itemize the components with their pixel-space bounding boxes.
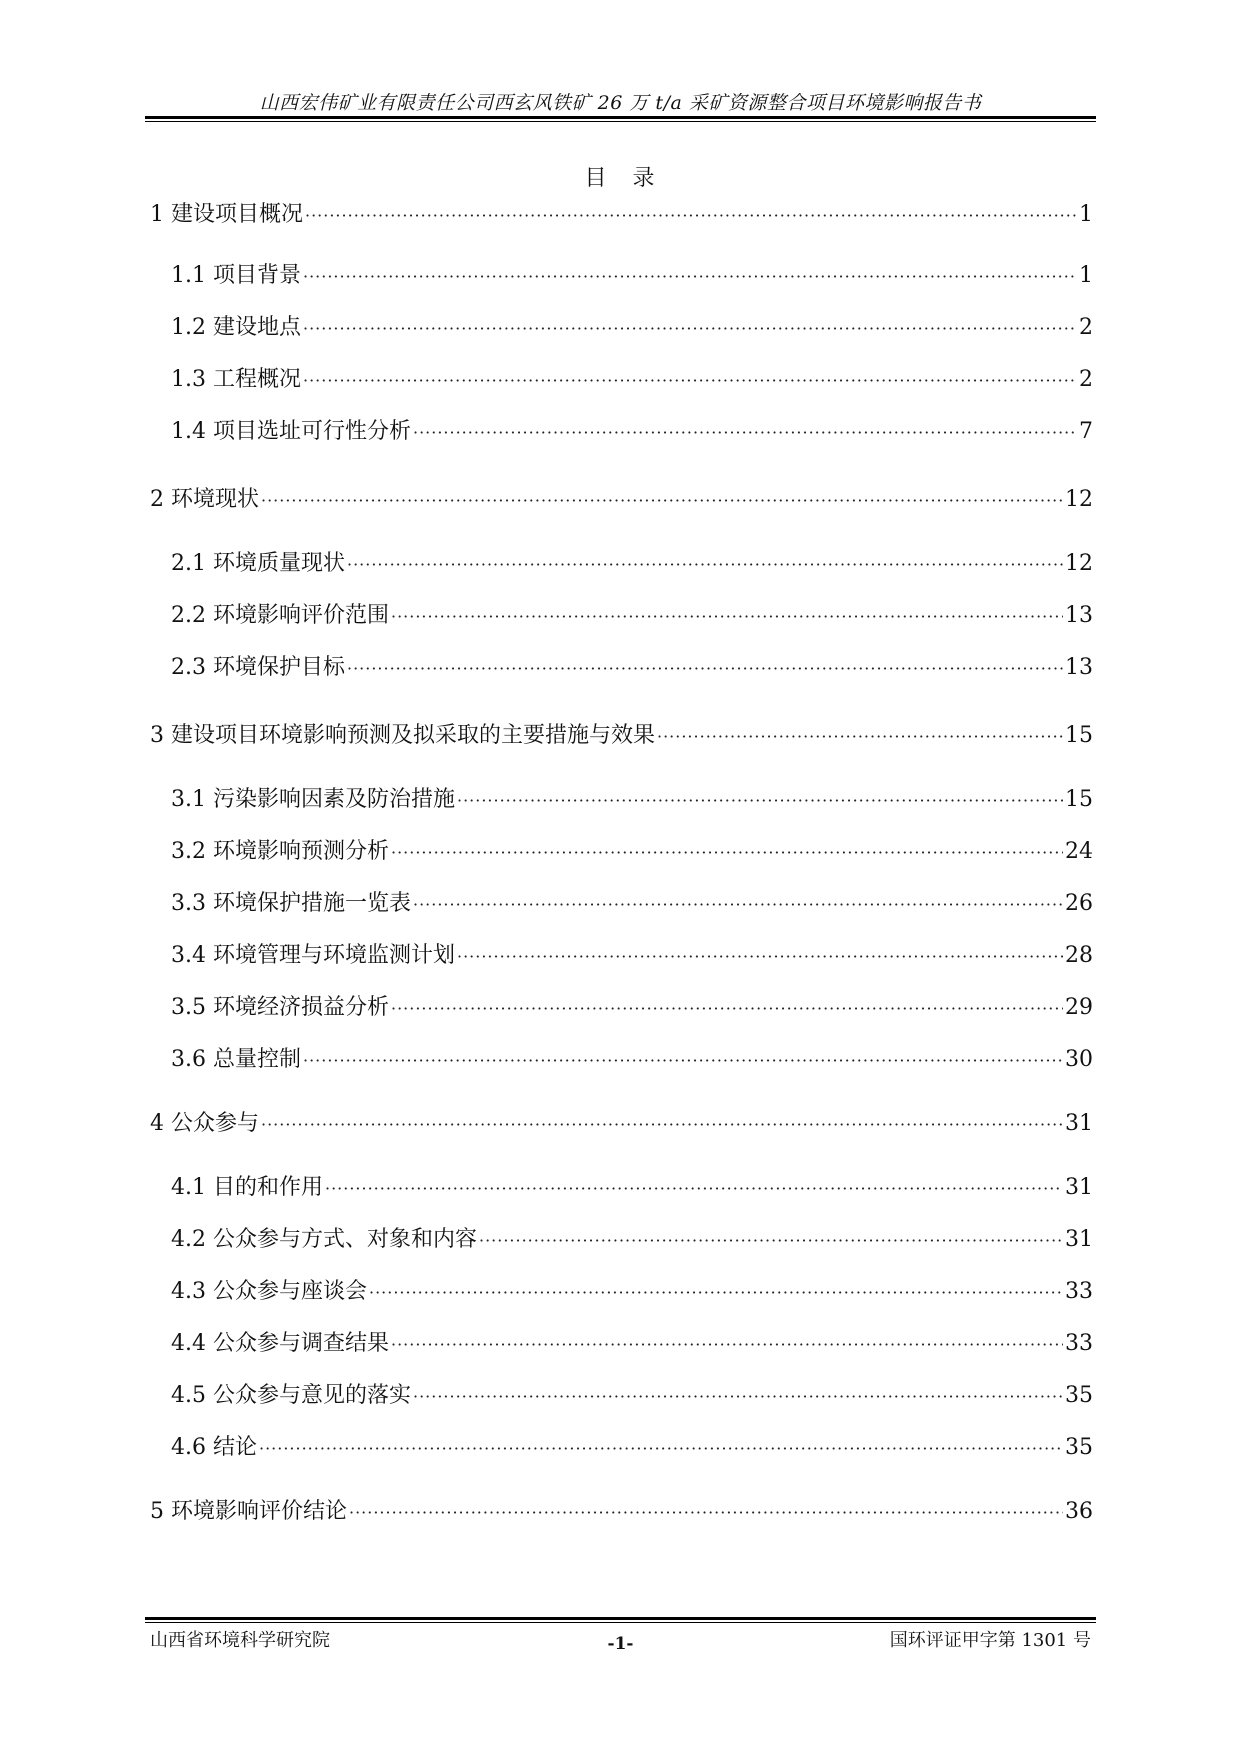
toc-entry-label: 3.2 环境影响预测分析	[171, 839, 389, 864]
toc-entry-page: 2	[1079, 315, 1093, 340]
toc-entry[interactable]	[171, 1044, 1093, 1076]
toc-dot-leader	[303, 261, 1077, 293]
toc-entry[interactable]	[150, 199, 1093, 231]
toc-entry[interactable]	[171, 1432, 1093, 1464]
toc-dot-leader	[457, 785, 1063, 817]
toc-dot-leader	[325, 1173, 1063, 1205]
toc-entry-label: 3 建设项目环境影响预测及拟采取的主要措施与效果	[150, 723, 655, 748]
toc-entry-label: 3.4 环境管理与环境监测计划	[171, 943, 455, 968]
toc-entry-label: 1 建设项目概况	[150, 202, 303, 227]
toc-entry-label: 4.1 目的和作用	[171, 1175, 323, 1200]
toc-entry-label: 4.3 公众参与座谈会	[171, 1279, 367, 1304]
toc-dot-leader	[347, 653, 1063, 685]
footer-rule-thin	[145, 1622, 1096, 1623]
toc-entry-label: 4 公众参与	[150, 1111, 259, 1136]
header-rule-thick	[145, 116, 1096, 119]
toc-dot-leader	[391, 601, 1063, 633]
toc-dot-leader	[303, 313, 1077, 345]
header-rule-thin	[145, 121, 1096, 122]
toc-entry[interactable]	[150, 1496, 1093, 1528]
toc-entry-page: 35	[1065, 1383, 1093, 1408]
toc-entry-page: 35	[1065, 1435, 1093, 1460]
toc-dot-leader	[349, 1497, 1063, 1529]
toc-entry-page: 15	[1065, 723, 1093, 748]
toc-entry-page: 12	[1065, 487, 1093, 512]
toc-entry-label: 3.6 总量控制	[171, 1047, 301, 1072]
toc-entry[interactable]	[171, 888, 1093, 920]
toc-entry-label: 3.5 环境经济损益分析	[171, 995, 389, 1020]
toc-dot-leader	[413, 889, 1063, 921]
toc-entry-page: 26	[1065, 891, 1093, 916]
toc-entry-page: 33	[1065, 1331, 1093, 1356]
toc-dot-leader	[305, 200, 1077, 232]
toc-entry-page: 31	[1065, 1111, 1093, 1136]
toc-entry-label: 3.1 污染影响因素及防治措施	[171, 787, 455, 812]
toc-entry[interactable]	[171, 1224, 1093, 1256]
footer-rule-thick	[145, 1617, 1096, 1620]
toc-entry-page: 12	[1065, 551, 1093, 576]
toc-entry-label: 3.3 环境保护措施一览表	[171, 891, 411, 916]
toc-entry-page: 29	[1065, 995, 1093, 1020]
toc-entry-label: 1.2 建设地点	[171, 315, 301, 340]
toc-entry[interactable]	[171, 312, 1093, 344]
toc-entry-page: 24	[1065, 839, 1093, 864]
toc-entry-page: 1	[1079, 202, 1093, 227]
toc-entry[interactable]	[171, 652, 1093, 684]
toc-dot-leader	[391, 837, 1063, 869]
toc-dot-leader	[657, 721, 1063, 753]
toc-dot-leader	[457, 941, 1063, 973]
toc-entry[interactable]	[171, 784, 1093, 816]
toc-entry[interactable]	[171, 1172, 1093, 1204]
toc-entry[interactable]	[150, 720, 1093, 752]
toc-entry[interactable]	[171, 940, 1093, 972]
toc-entry[interactable]	[171, 836, 1093, 868]
toc-entry-page: 15	[1065, 787, 1093, 812]
toc-entry-label: 1.4 项目选址可行性分析	[171, 419, 411, 444]
toc-dot-leader	[259, 1433, 1063, 1465]
toc-entry-label: 2.1 环境质量现状	[171, 551, 345, 576]
toc-entry-label: 1.3 工程概况	[171, 367, 301, 392]
footer-institute: 山西省环境科学研究院	[150, 1630, 330, 1651]
toc-entry-label: 5 环境影响评价结论	[150, 1499, 347, 1524]
toc-entry[interactable]	[171, 364, 1093, 396]
toc-entry[interactable]	[171, 260, 1093, 292]
toc-entry-page: 1	[1079, 263, 1093, 288]
toc-entry-label: 1.1 项目背景	[171, 263, 301, 288]
toc-entry[interactable]	[171, 992, 1093, 1024]
toc-entry[interactable]	[171, 1328, 1093, 1360]
toc-dot-leader	[391, 993, 1063, 1025]
toc-dot-leader	[391, 1329, 1063, 1361]
footer-certificate: 国环评证甲字第 1301 号	[889, 1630, 1091, 1651]
toc-dot-leader	[413, 1381, 1063, 1413]
toc-title: 目 录	[584, 166, 657, 191]
toc-entry[interactable]	[171, 1380, 1093, 1412]
toc-dot-leader	[303, 365, 1077, 397]
toc-entry-page: 13	[1065, 655, 1093, 680]
toc-dot-leader	[369, 1277, 1063, 1309]
toc-entry-label: 4.6 结论	[171, 1435, 257, 1460]
toc-dot-leader	[303, 1045, 1063, 1077]
toc-entry-page: 33	[1065, 1279, 1093, 1304]
toc-dot-leader	[261, 485, 1063, 517]
header-title: 山西宏伟矿业有限责任公司西玄风铁矿 26 万 t/a 采矿资源整合项目环境影响报告书	[259, 92, 982, 114]
toc-dot-leader	[261, 1109, 1063, 1141]
toc-dot-leader	[479, 1225, 1063, 1257]
footer-page-number: -1-	[607, 1634, 634, 1654]
toc-entry-page: 31	[1065, 1175, 1093, 1200]
toc-entry-label: 4.4 公众参与调查结果	[171, 1331, 389, 1356]
toc-entry-page: 36	[1065, 1499, 1093, 1524]
toc-dot-leader	[413, 417, 1077, 449]
toc-entry-label: 2 环境现状	[150, 487, 259, 512]
toc-entry-page: 2	[1079, 367, 1093, 392]
toc-entry-page: 7	[1079, 419, 1093, 444]
toc-entry-label: 2.2 环境影响评价范围	[171, 603, 389, 628]
toc-entry-page: 30	[1065, 1047, 1093, 1072]
toc-entry-page: 13	[1065, 603, 1093, 628]
toc-entry[interactable]	[171, 600, 1093, 632]
toc-entry[interactable]	[171, 548, 1093, 580]
toc-entry-page: 28	[1065, 943, 1093, 968]
toc-entry[interactable]	[171, 1276, 1093, 1308]
toc-dot-leader	[347, 549, 1063, 581]
toc-entry[interactable]	[150, 1108, 1093, 1140]
toc-entry-label: 4.2 公众参与方式、对象和内容	[171, 1227, 477, 1252]
toc-entry[interactable]	[150, 484, 1093, 516]
toc-entry-label: 4.5 公众参与意见的落实	[171, 1383, 411, 1408]
toc-entry-label: 2.3 环境保护目标	[171, 655, 345, 680]
toc-entry-page: 31	[1065, 1227, 1093, 1252]
toc-entry[interactable]	[171, 416, 1093, 448]
